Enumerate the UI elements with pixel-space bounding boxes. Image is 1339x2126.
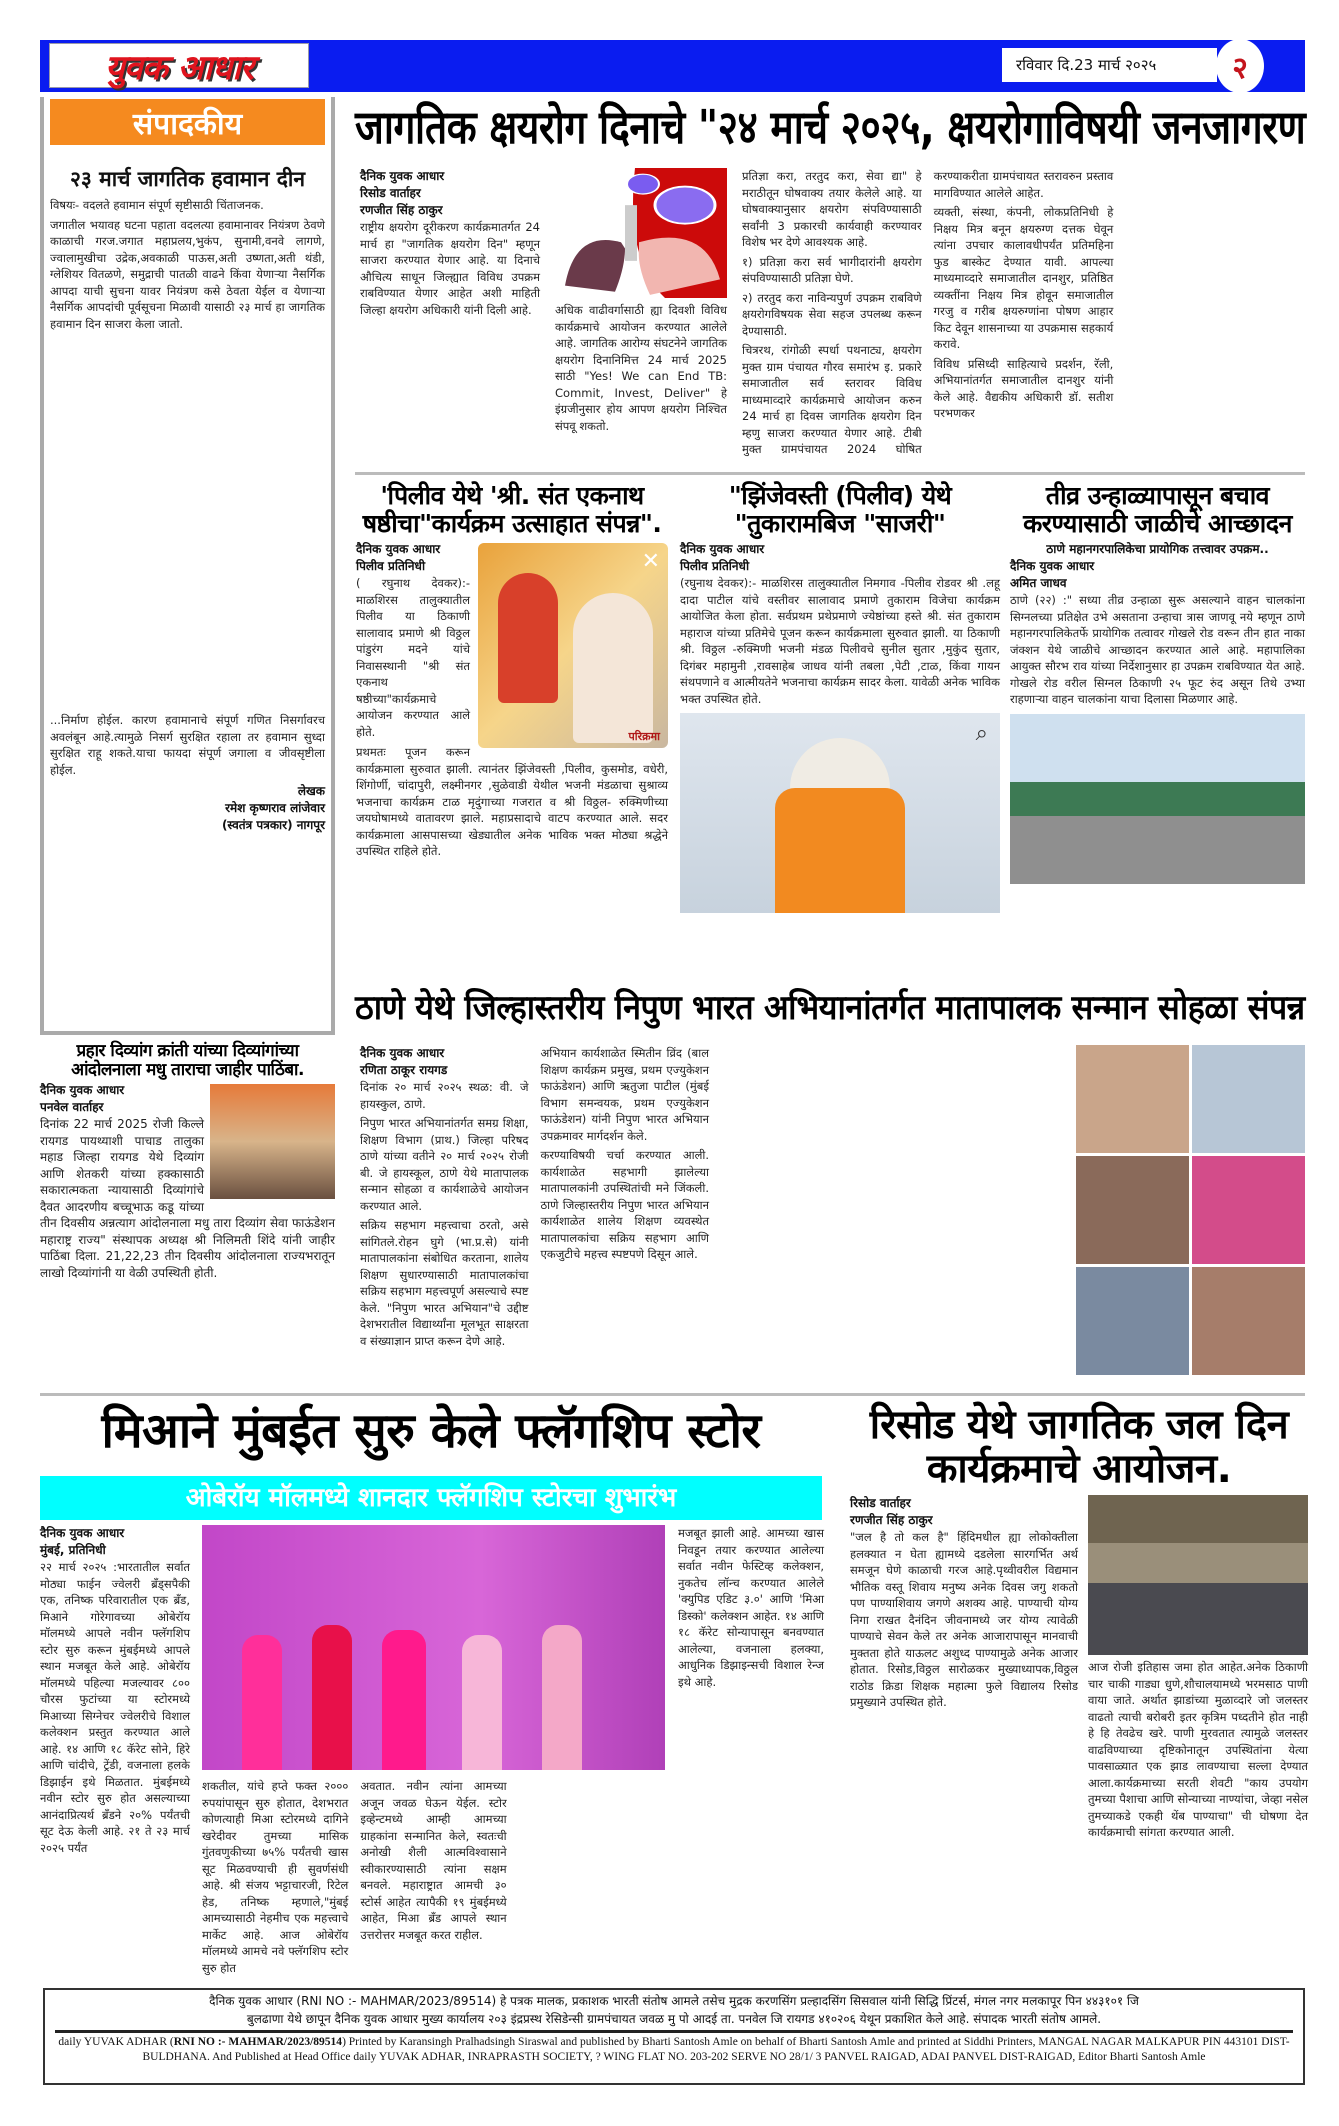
- byline: अमित जाधव: [1010, 576, 1067, 590]
- eknath-photo: [478, 543, 668, 748]
- jali-paragraph: ठाणे (२२) :" सध्या तीव्र उन्हाळा सुरू असल्याने वाहन चालकांना सिग्नलच्या प्रतिक्षेत उभे असताना उन्हाचा त्रास जाणवू नये म्हणून ठाणे महानगरपालिकेतर्फे प्रायोगिक तत्वावर गोखले रोड वरून तीन हात नाका जंक्शन येथे जाळीचे आच्छादन करण्यात आले आहे. महापालिका आयुक्त सौरभ राव यांच्या निर्देशानुसार हा उपक्रम राबविण्यात येत आहे. गोखले रोड वरील सिग्नल ठिकाणी २५ फूट रुंद असून तिथे उभ्या राहणाऱ्या वाहन चालकांना याचा दिलासा मिळणार आहे.: [1010, 593, 1305, 706]
- byline: दैनिक युवक आधार: [356, 542, 441, 556]
- editorial-label: संपादकीय: [50, 99, 325, 145]
- mia-launch-photo: [202, 1525, 665, 1770]
- divider: [355, 472, 1305, 475]
- prahar-paragraph: दिनांक 22 मार्च 2025 रोजी किल्ले रायगड पायथ्याशी पाचाड तालुका महाड जिल्हा रायगड येथे दिव्यांग आणि शेतकरी यांच्या हक्कासाठी सकारात्मकता न्यायासाठी दिव्यांगांचे दैवत आदरणीय बच्चूभाऊ कडू यांच्या तीन दिवसीय अन्नत्याग आंदोलनाला मधु तारा दिव्यांग सेवा फाऊंडेशन महाराष्ट्र राज्य" संस्थापक अध्यक्ष श्री निलिमती शिंदे यांनी जाहीर पाठिंबा दिला. 21,22,23 तीन दिवसीय आंदोलनाला राज्यभरातून लाखो दिव्यांगांनी या वेळी उपस्थिती होती.: [40, 1117, 335, 1280]
- rni-number: RNI NO :- MAHMAR/2023/89514: [173, 2036, 343, 2048]
- mia-paragraph: मजबूत झाली आहे. आमच्या खास निवडून तयार करण्यात आलेल्या सर्वात नवीन फेस्टिव्ह कलेक्शन, नुकतेच लॉन्च करण्यात आलेले 'क्युपिड एडिट ३.०' आणि 'मिआ डिस्को' कलेक्शन आहेत. १४ आणि १८ कॅरेट सोन्यापासून बनवण्यात आलेल्या, वजनाला हलक्या, आधुनिक डिझाइन्सची विशाल रेन्ज इथे आहे.: [678, 1526, 824, 1689]
- byline: पिलीव प्रतिनिधी: [680, 559, 750, 573]
- imprint-english: [55, 2035, 1293, 2065]
- byline: दैनिक युवक आधार: [360, 1046, 445, 1060]
- mia-banner: ओबेरॉय मॉलमध्ये शानदार फ्लॅगशिप स्टोरचा शुभारंभ: [40, 1476, 822, 1520]
- tukaram-headline: "झिंजेवस्ती (पिलीव) येथे "तुकारामबिज "साजरी": [728, 481, 952, 538]
- byline: मुंबई, प्रतिनिधी: [40, 1543, 106, 1557]
- byline: दैनिक युवक आधार: [40, 1526, 125, 1540]
- byline: रणजीत सिंह ठाकुर: [360, 203, 443, 217]
- tb-paragraph: अधिक वाढीवर्गासाठी ह्या दिवशी विविध कार्यक्रमाचे आयोजन करण्यात आलेले आहे. जागतिक आरोग्य संघटनेने जागतिक क्षयरोग दिनानिमित्त 24 मार्च 2025 साठी "Yes! We can End TB: Commit, Invest, Deliver" हे इंग्रजीनुसार होय आपण क्षयरोग निश्चित संपवू शकतो.: [555, 303, 727, 433]
- zoom-icon[interactable]: ⌕: [975, 721, 988, 746]
- tb-article-cols: [742, 168, 1305, 463]
- byline: पनवेल वार्ताहर: [40, 1100, 104, 1115]
- lungs-icon: [555, 168, 727, 298]
- thane-paragraph: अभियान कार्यशाळेत स्मितीन व्रिंद (बाल शिक्षण कार्यक्रम प्रमुख, प्रथम एज्युकेशन फाऊंडेशन) आणि ऋतुजा पाटील (मुंबई विभाग समन्वयक, प्रथम एज्युकेशन फाऊंडेशन) यांनी निपुण भारत अभियान उपक्रमावर मार्गदर्शन केले.: [540, 1046, 709, 1143]
- byline: रिसोड वार्ताहर: [850, 1496, 911, 1510]
- tb-paragraph: राष्ट्रीय क्षयरोग दूरीकरण कार्यक्रमातर्गत 24 मार्च हा "जागतिक क्षयरोग दिन" म्हणून साजरा करण्यात येणार आहे. या दिनाचे औचित्य साधून जिल्ह्यात विविध उपक्रम राबविण्यात येणार आहेत अशी माहिती जिल्हा क्षयरोग अधिकारी यांनी दिली आहे.: [360, 220, 540, 317]
- tb-paragraph: २) तरतुद करा नाविन्यपुर्ण उपक्रम राबविणे क्षयरोगविषयक सेवा सहज उपलब्ध करून देण्यासाठी.: [742, 290, 922, 338]
- thane-article: [360, 1045, 1070, 1380]
- editorial-column: [40, 97, 335, 1035]
- lungs-illustration: [555, 168, 727, 298]
- close-icon[interactable]: ✕: [641, 549, 660, 574]
- jali-article: [1010, 482, 1305, 884]
- imprint-marathi: दैनिक युवक आधार (RNI NO :- MAHMAR/2023/89514) हे पत्रक मालक, प्रकाशक भारती संतोष आमले तसेच मुद्रक करणसिंग प्रल्हादसिंग सिसवाल यांनी सिद्धि प्रिंटर्स, मंगल नगर मलकापूर पिन ४४३१०१ जि: [209, 1994, 1139, 2008]
- page-number: २: [1216, 39, 1264, 93]
- prahar-photo: [210, 1084, 335, 1199]
- tb-paragraph: विविध प्रसिध्दी साहित्याचे प्रदर्शन, रॅली, अभियानांतर्गत समाजातील दानशुर यांनी केले आहे. वैद्यकीय अधिकारी डॉ. सतीश परभणकर: [933, 356, 1114, 420]
- byline: रणिता ठाकूर रायगड: [360, 1063, 448, 1077]
- byline: रिसोड वार्ताहर: [360, 186, 421, 200]
- tb-headline: जागतिक क्षयरोग दिनाचे "२४ मार्च २०२५, क्षयरोगाविषयी जनजागरण: [355, 100, 1306, 154]
- editorial-title: २३ मार्च जागतिक हवामान दीन: [70, 167, 305, 191]
- risod-article: [850, 1403, 1308, 1841]
- jali-photo: [1010, 714, 1305, 884]
- thane-paragraph: सक्रिय सहभाग महत्त्वाचा ठरतो, असे सांगितले.रोहन घुगे (भा.प्र.से) यांनी मातापालकांना संबोधित करताना, शालेय शिक्षण सुधारण्यासाठी मातापालकांचा सक्रिय सहभाग महत्त्वपूर्ण असल्याचे स्पष्ट केले. "निपुण भारत अभियान"चे उद्दीष्ट देशभरातील विद्यार्थ्यांना मूलभूत साक्षरता व संख्याज्ञान प्राप्त करून देणे आहे.: [360, 1218, 529, 1348]
- mia-article-lower: [202, 1778, 665, 1978]
- risod-paragraph: आज रोजी इतिहास जमा होत आहेत.अनेक ठिकाणी चार चाकी गाड्या धुणे,शौचालयामध्ये भरमसाठ पाणी वाया जाते. अर्थात झाडांच्या मुळाव्दारे जो जलस्तर वाढतो त्याची बरोबरी इतर कृत्रिम पध्दतीने होत नाही हे हि तेवढेच खरे. पाणी मुरवतात त्यामुळे जलस्तर वाढविण्याच्या दृष्टिकोनातून उपस्थितांना येत्या पावसाळ्यात एक झाड लावण्याचा सल्ला देण्यात आला.कार्यक्रमाच्या सरती शेवटी "काय उपयोग तुमच्या पैशाचा आणि सोन्याच्या नाण्यांचा, जेव्हा नसेल तुमच्याकडे एकही थेंब पाण्याचा" ची घोषणा देत कार्यक्रमाची सांगता करण्यात आली.: [1088, 1660, 1308, 1839]
- thane-paragraph: निपुण भारत अभियानांतर्गत समग्र शिक्षा, शिक्षण विभाग (प्राथ.) जिल्हा परिषद ठाणे यांच्या वतीने २० मार्च २०२५ रोजी बी. जे हायस्कूल, ठाणे येथे मातापालक सन्मान सोहळा व कार्यशाळेचे आयोजन करण्यात आले.: [360, 1116, 529, 1213]
- byline: दैनिक युवक आधार: [40, 1083, 125, 1098]
- prahar-headline: प्रहार दिव्यांग क्रांती यांच्या दिव्यांगांच्या आंदोलनाला मधु ताराचा जाहीर पाठिंबा.: [71, 1041, 304, 1080]
- mia-paragraph: शकतील, यांचे हप्ते फक्त २००० रुपयांपासून सुरु होतात, देशभरात कोणत्याही मिआ स्टोरमध्ये दागिने खरेदीवर तुमच्या मासिक गुंतवणुकीच्या ७५% पर्यंतची खास सूट मिळवण्याची ही सुवर्णसंधी आहे. श्री संजय भट्टाचारजी, रिटेल हेड, तनिष्क म्हणाले,"मुंबई आमच्यासाठी नेहमीच एक महत्त्वाचे मार्केट आहे. आज ओबेरॉय मॉलमध्ये आमचे नवे फ्लॅगशिप स्टोर सुरु होत: [202, 1779, 349, 1975]
- mia-paragraph: अवतात. नवीन त्यांना आमच्या अजून जवळ घेऊन येईल. स्टोर इव्हेन्टमध्ये आम्ही आमच्या ग्राहकांना सन्मानित केले, स्वतःची अनोखी शैली आत्मविश्वासाने स्वीकारण्यासाठी त्यांना सक्षम बनवले. महाराष्ट्रात आमची ३० स्टोर्स आहेत त्यापैकी १९ मुंबईमध्ये आहेत, मिआ ब्रँड आपले स्थान उत्तरोत्तर मजबूत करत राहील.: [360, 1779, 507, 1942]
- author-label: लेखक: [297, 784, 325, 798]
- thane-headline: ठाणे येथे जिल्हास्तरीय निपुण भारत अभियानांतर्गत मातापालक सन्मान सोहळा संपन्न: [355, 988, 1305, 1028]
- tukaram-photo: [680, 713, 1000, 913]
- tb-paragraph: प्रतिज्ञा करा, तरतुद करा, सेवा द्या" हे मराठीतून घोषवाक्य तयार केलेले आहे. या घोषवाक्यानुसार क्षयरोग संपविण्यासाठी सर्वांनी 3 प्रकारची कार्यवाही करण्यावर विशेष भर देणे आवश्यक आहे.: [742, 169, 922, 249]
- tb-paragraph: १) प्रतिज्ञा करा सर्व भागीदारांनी क्षयरोग संपविण्यासाठी प्रतिज्ञा घेणे.: [742, 254, 922, 285]
- author-note: (स्वतंत्र पत्रकार) नागपूर: [221, 818, 325, 832]
- byline: दैनिक युवक आधार: [360, 169, 445, 183]
- tb-image-column: [555, 168, 727, 434]
- eknath-headline: 'पिलीव येथे 'श्री. संत एकनाथ षष्ठीचा"कार्यक्रम उत्साहात संपन्न".: [362, 481, 662, 538]
- tb-article-col1: [360, 168, 540, 318]
- issue-date: रविवार दि.23 मार्च २०२५: [1002, 48, 1217, 82]
- editorial-paragraph: जगातील भयावह घटना पहाता वदलत्या हवामानावर नियंत्रण ठेवणे काळाची गरज.जगात महाप्रलय,भुकंप, सुनामी,वनवे लागणे, ज्वालामुखीचा उद्रेक,अवकाळी पाऊस,अती उष्णता,अती थंडी, ग्लेशियर वितळणे, समुद्राची पातळी वाढने किंवा येणाऱ्या नैसर्गिक आपदा याची सुचना यावर नियंत्रण कसे ठेवता येईल व येणाऱ्या नैसर्गिक आपदांची पूर्वसूचना मिळावी यासाठी २३ मार्च हा जागतिक हवामान दिन साजरा केला जातो.: [50, 217, 325, 331]
- mia-paragraph: २२ मार्च २०२५ :भारतातील सर्वात मोठ्या फाईन ज्वेलरी ब्रँड्सपैकी एक, तनिष्क परिवारातील एक ब्रँड, मिआने गोरेगावच्या ओबेरॉय मॉलमध्ये आपले नवीन फ्लॅगशिप स्टोर सुरु करून मुंबईमध्ये आपले स्थान मजबूत केले आहे. ओबेरॉय मॉलमध्ये पहिल्या मजल्यावर ८०० चौरस फुटांच्या या स्टोरमध्ये मिआच्या सिग्नेचर ज्वेलरीचे विशाल कलेक्शन प्रस्तुत करण्यात आले आहे. १४ आणि १८ कॅरेट सोने, हिरे आणि चांदीचे, ट्रेंडी, वजनाला हलके डिझाईन इथे मिळतात. मुंबईमध्ये नवीन स्टोर सुरु होत असल्याच्या आनंदाप्रित्यर्थ ब्रँडने २०% पर्यंतची सूट देऊ केली आहे. २१ ते २३ मार्च २०२५ पर्यंत: [40, 1560, 190, 1855]
- mia-article-col1: [40, 1525, 190, 1856]
- eknath-paragraph: प्रथमतः पूजन करून कार्यक्रमाला सुरुवात झाली. त्यानंतर झिंजेवस्ती ,पिलीव, कुसमोड, वधेरी, शिंगोर्णी, चांदापुरी, लक्ष्मीनगर ,सुळेवाडी येथील भजनी मंडळाचा सुश्राव्य भजनाचा कार्यक्रम टाळ मृदुंगाच्या गजरात व श्री विठ्ठल- रुक्मिणीच्या जयघोषामध्ये वातावरण झाले. महाप्रसादाचे वाटप करण्यात आले. सदर कार्यक्रमाला आसपासच्या खेड्यातील अनेक भाविक भक्त मोठ्या श्रद्धेने उपस्थित राहिले होते.: [356, 745, 668, 858]
- byline: दैनिक युवक आधार: [680, 542, 765, 556]
- thane-paragraph: दिनांक २० मार्च २०२५ स्थळ: वी. जे हायस्कुल, ठाणे.: [360, 1080, 529, 1111]
- imprint-prefix: daily YUVAK ADHAR (: [58, 2036, 174, 2048]
- masthead: [40, 40, 1305, 92]
- tb-paragraph: चित्ररथ, रांगोळी स्पर्धा पथनाट्य, क्षयरोग मुक्त ग्राम पंचायत गौरव समारंभ इ. प्रकारे समाजातील सर्व स्तरावर विविध माध्यमाव्दारे कार्यक्रमाचे आयोजन करुन 24 मार्च हा दिवस जागतिक क्षयरोग दिन म्हणु साजरा करण्यात येणार आहे. टीबी मुक्त ग्रामपंचायत 2024 घोषित करण्याकरीता ग्रामपंचायत स्तरावरुन प्रस्ताव मागविण्यात आलेले आहेत.: [742, 169, 1114, 456]
- editorial-paragraph: ...निर्माण होईल. कारण हवामानाचे संपूर्ण गणित निसर्गावरच अवलंबून आहे.त्यामुळे निसर्ग सुरक्षित रहाला तर हवामान सुध्दा सुरक्षित राहू शकते.याचा फायदा संपूर्ण जगाला व जीवसृष्टीला होईल.: [50, 713, 325, 777]
- tukaram-article: [680, 482, 1000, 913]
- image-label: परिक्रमा: [628, 730, 660, 743]
- mia-headline: मिआने मुंबईत सुरु केले फ्लॅगशिप स्टोर: [101, 1403, 761, 1459]
- divider: [40, 1393, 1305, 1396]
- thane-paragraph: करण्याविषयी चर्चा करण्यात आली. कार्यशाळेत सहभागी झालेल्या मातापालकांनी उपस्थितांची मने जिंकली. ठाणे जिल्हास्तरीय निपुण भारत अभियान कार्यशाळेत शालेय शिक्षण व्यवस्थेत मातापालकांचा सक्रिय सहभाग आणि एकजुटीचे महत्त्व स्पष्टपणे दिसून आले.: [540, 1148, 709, 1261]
- tukaram-paragraph: (रघुनाथ देवकर):- माळशिरस तालुक्यातील निमगाव -पिलीव रोडवर श्री .लहू दादा पाटील यांचे वस्तीवर सालावाद प्रमाणे तुकाराम विजेचा कार्यक्रम आयोजित केला होता. सर्वप्रथम प्रथेप्रमाणे ज्येष्ठांच्या हस्ते श्री. संत तुकाराम महाराज यांच्या प्रतिमेचे पूजन करून कार्यक्रमाला सुरुवात झाली. या ठिकाणी श्री. विठ्ठल -रुक्मिणी भजनी मंडळ पिलीवचे सुनील सुतार ,मुकुंद सुतार, दिगंबर महामुनी ,रावसाहेब जाधव यांनी तबला ,पेटी ,टाळ, किंवा गायन संथपणाने व आत्मीयतेने भजनाचा कार्यक्रम सादर केला. यावेळी अनेक भाविक भक्त उपस्थित होते.: [680, 576, 1000, 706]
- risod-photo: [1088, 1495, 1308, 1655]
- risod-paragraph: "जल है तो कल है" हिंदिमधील ह्या लोकोक्तीला हलक्यात न घेता ह्यामध्ये दडलेला सारगर्भित अर्थ समजून घेणे काळाची गरज आहे.पृथ्वीवरील विद्यमान भौतिक वस्तू शिवाय मनुष्य अनेक दिवस जगु शकतो पण पाण्याशिवाय जगणे अशक्य आहे. पाण्याची योग्य निगा राखत दैनंदिन जीवनामध्ये जर योग्य त्यावेळी पाण्याचे सेवन केले तर अनेक आजारापासून मानवाची मुक्तता होते याऊलट अशुध्द पाण्यामुळे अनेक आजार होतात. रिसोड,विठ्ठल सारोळकर मुख्याध्यापक,विठ्ठल राठोड क्रिडा शिक्षक महात्मा फुले विद्यालय रिसोड प्रमुख्याने उपस्थित होते.: [850, 1530, 1078, 1709]
- imprint-marathi: बुलढाणा येथे छापून दैनिक युवक आधार मुख्य कार्यालय २०३ इंद्रप्रस्थ रेसिडेन्सी ग्रामपंचायत जवळ मु पो आदई ता. पनवेल जि रायगड ४१०२०६ येथून प्रकाशित केले आहे. संपादक भारती संतोष आमले.: [246, 2012, 1102, 2026]
- newspaper-logo: युवक आधार: [49, 43, 309, 88]
- eknath-paragraph: ( रघुनाथ देवकर):- माळशिरस तालुक्यातील पिलीव या ठिकाणी सालावाद प्रमाणे श्री विठ्ठल पांडुरंग मदने यांचे निवासस्थानी "श्री संत एकनाथ षष्ठीच्या"कार्यक्रमाचे आयोजन करण्यात आले होते.: [356, 576, 470, 739]
- eknath-article: [356, 482, 668, 860]
- byline: दैनिक युवक आधार: [1010, 559, 1095, 573]
- byline: पिलीव प्रतिनिधी: [356, 559, 426, 573]
- subheadline: ठाणे महानगरपालिकेचा प्रायोगिक तत्त्वावर उपक्रम..: [1046, 542, 1269, 556]
- editorial-subject: विषयः- वदलते हवामान संपूर्ण सृष्टीसाठी चिंताजनक.: [50, 198, 264, 212]
- imprint-text: ) Printed by Karansingh Pralhadsingh Siraswal and published by Bharti Santosh Amle on behalf of Bharti Santosh Amle and printed at Siddhi Printers, MANGAL NAGAR MALKAPUR PIN 443101 DIST- BULDHANA. And Published at Head Office daily YUVAK ADHAR, INRAPRASTH SOCIETY, ? WING FLAT NO. 203-202 SERVE NO 28/1/ 3 PANVEL RAIGAD, ADAI PANVEL DIST-RAIGAD, Editor Bharti Santosh Amle: [142, 2036, 1290, 2063]
- author-name: रमेश कृष्णराव लांजेवार: [225, 801, 325, 815]
- imprint-box: [43, 1988, 1305, 2085]
- risod-headline: रिसोड येथे जागतिक जल दिन कार्यक्रमाचे आयोजन.: [869, 1402, 1289, 1492]
- thane-photo-collage: [1076, 1045, 1305, 1375]
- prahar-article: [40, 1042, 335, 1281]
- byline: रणजीत सिंह ठाकुर: [850, 1513, 933, 1527]
- tb-paragraph: व्यक्ती, संस्था, कंपनी, लोकप्रतिनिधी हे निक्षय मित्र बनून क्षयरुग्ण दत्तक घेवून त्यांना उपचार कालावधीपर्यंत प्रतिमहिना फुड बास्केट देण्यात यावी. आपल्या माध्यमाव्दारे समाजातील दानशुर, प्रतिष्ठित व्यक्तींना निक्षय मित्र होवून समाजातील गरजु व गरीब क्षयरुग्णांना पोषण आहार किट देवून शासनाच्या या उपक्रमास सहकार्य करावे.: [933, 205, 1114, 351]
- jali-headline: तीव्र उन्हाळ्यापासून बचाव करण्यासाठी जाळीचे आच्छादन: [1023, 481, 1292, 538]
